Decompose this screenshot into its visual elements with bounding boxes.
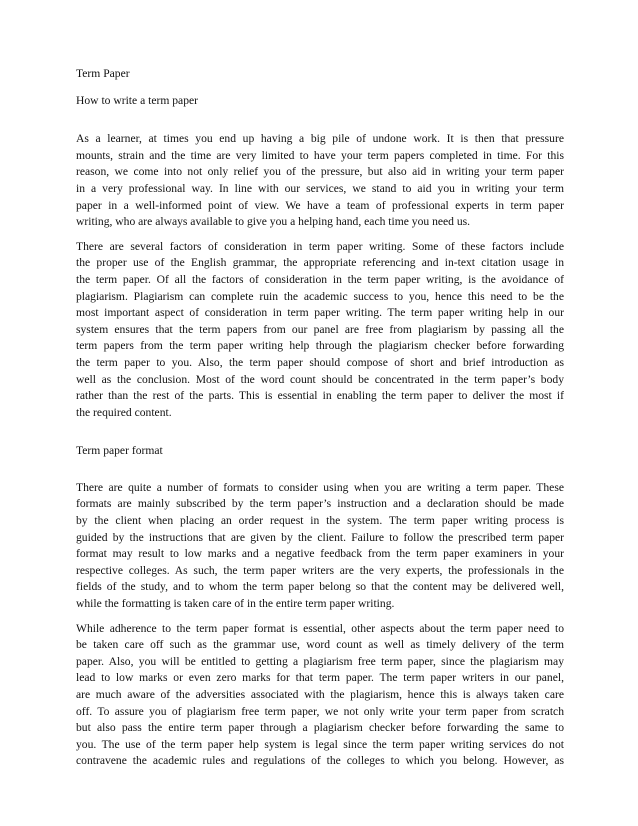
paragraph-formats [76, 480, 564, 613]
paragraph-intro [76, 131, 564, 231]
paragraph-line: off. To assure you of plagiarism free term paper, we not only write your term paper from scratch [76, 704, 564, 718]
paragraph-adherence [76, 621, 564, 770]
paragraph-line: the required content. [76, 405, 172, 419]
paragraph-line: well as the conclusion. Most of the word count should be concentrated in the term paper’s body [76, 372, 564, 386]
paragraph-line: by the client when placing an order request in the system. The term paper writing process is [76, 514, 564, 528]
paragraph-line: There are several factors of consideration in term paper writing. Some of these factors include [76, 239, 564, 253]
paragraph-line: while the formatting is taken care of in the entire term paper writing. [76, 597, 395, 611]
paragraph-line: but also pass the entire term paper through a plagiarism checker before forwarding the same to [76, 721, 564, 735]
paragraph-line: system ensures that the term papers from our panel are free from plagiarism by passing all the [76, 322, 564, 336]
paragraph-line: most important aspect of consideration in term paper writing. The term paper writing help in our [76, 306, 564, 320]
paragraph-factors [76, 239, 564, 422]
paragraph-line: reason, we come into not only relief you of the pressure, but also aid in writing your term paper [76, 165, 564, 179]
document-subtitle: How to write a term paper [76, 93, 199, 107]
paragraph-line: contravene the academic rules and regulations of the colleges to which you belong. However, as [76, 754, 564, 768]
paragraph-line: mounts, strain and the time are very limited to have your term papers completed in time. For this [76, 148, 564, 162]
paragraph-line: are much aware of the adversities associated with the plagiarism, hence this is always taken care [76, 688, 564, 701]
paragraph-line: the term paper to you. Also, the term paper should compose of short and brief introduction as [76, 355, 564, 369]
paragraph-line: There are quite a number of formats to consider using when you are writing a term paper. These [76, 480, 564, 494]
paragraph-line: formats are mainly subscribed by the term paper’s instruction and a declaration should be made [76, 497, 564, 511]
paragraph-line: you. The use of the term paper help system is legal since the term paper writing services do not [76, 737, 564, 751]
paragraph-line: paper. Also, you will be entitled to getting a plagiarism free term paper, since the plagiarism may [76, 654, 564, 668]
section-heading: Term paper format [76, 444, 163, 458]
paragraph-line: the term paper. Of all the factors of consideration in the term paper writing, is the avoidance of [76, 272, 564, 286]
paragraph-line: plagiarism. Plagiarism can complete ruin the academic success to you, hence this need to be the [76, 289, 564, 303]
paragraph-line: respective colleges. As such, the term paper writers are the very experts, the professionals in the [76, 563, 564, 577]
paragraph-line: writing, who are always available to give you a helping hand, each time you need us. [76, 215, 471, 229]
paragraph-line: the proper use of the English grammar, the appropriate referencing and in-text citation usage in [76, 256, 564, 270]
paragraph-line: in a very professional way. In line with our services, we stand to aid you in writing your term [76, 181, 564, 195]
paragraph-line: As a learner, at times you end up having a big pile of undone work. It is then that pressure [76, 132, 564, 146]
paragraph-line: guided by the instructions that are given by the client. Failure to follow the prescribed term paper [76, 530, 564, 544]
paragraph-line: rather than the rest of the parts. This is essential in enabling the term paper to deliver the most if [76, 389, 564, 403]
paragraph-line: fields of the study, and to whom the term paper belong so that the content may be delivered well, [76, 580, 564, 594]
document-page [76, 66, 564, 770]
paragraph-line: While adherence to the term paper format is essential, other aspects about the term paper need to [76, 621, 564, 635]
paragraph-line: be taken care off such as the grammar use, word count as well as timely delivery of the term [76, 638, 564, 652]
document-title: Term Paper [76, 67, 130, 80]
paragraph-line: lead to low marks or even zero marks for that term paper. The term paper writers in our panel, [76, 671, 564, 685]
paragraph-line: paper in a well-informed point of view. We have a team of professional experts in term paper [76, 198, 564, 212]
paragraph-line: term papers from the term paper writing help through the plagiarism checker before forwarding [76, 339, 564, 353]
paragraph-line: format may result to low marks and a negative feedback from the term paper examiners in your [76, 547, 564, 561]
